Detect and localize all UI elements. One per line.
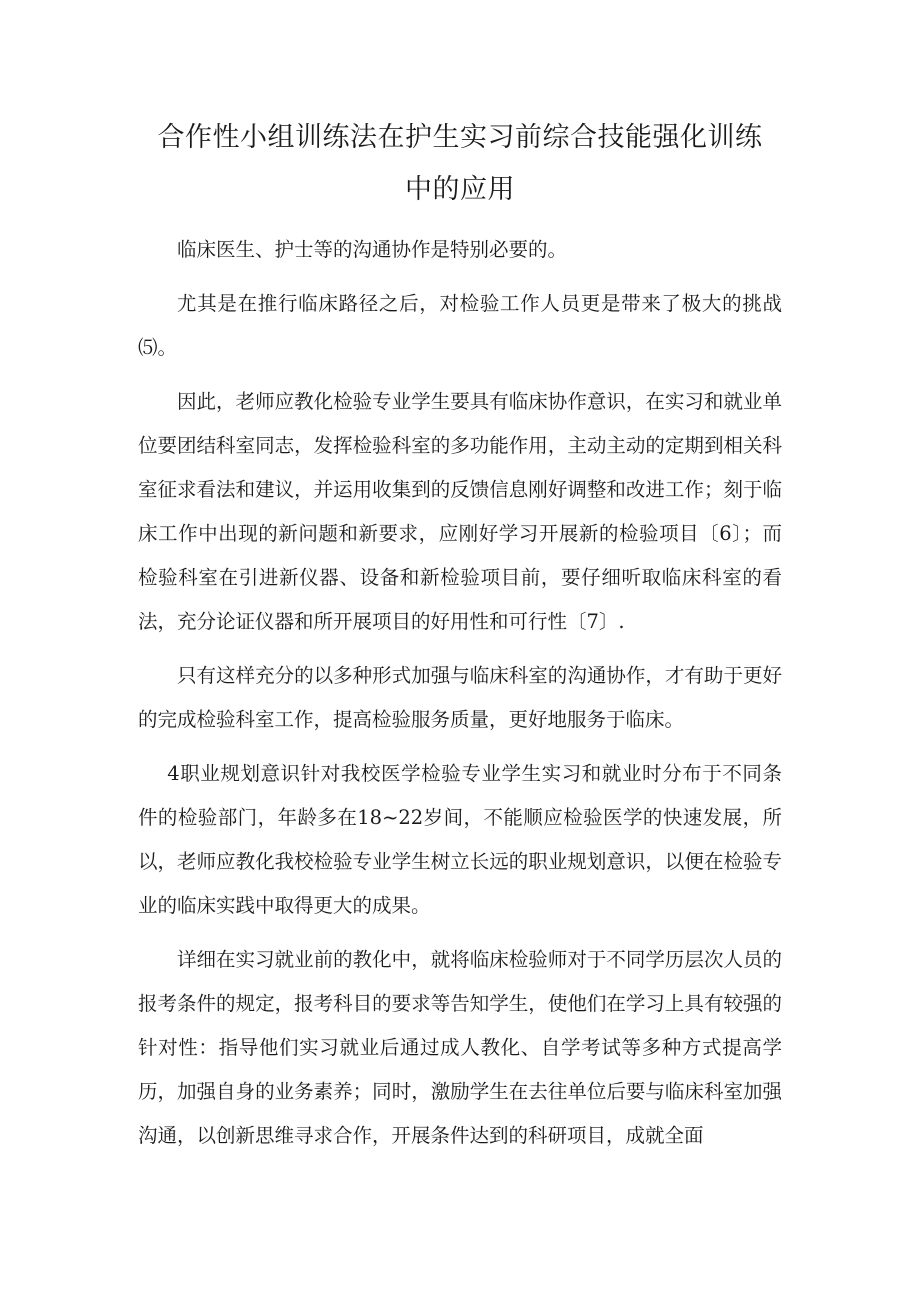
paragraph-1: 临床医生、护士等的沟通协作是特别必要的。 — [177, 238, 568, 261]
paragraph-4: 只有这样充分的以多种形式加强与临床科室的沟通协作，才有助于更好的完成检验科室工作，提高检验服务质量，更好地服务于临床。 — [138, 664, 782, 731]
title-line-2: 中的应用 — [405, 174, 515, 205]
paragraph-5-career-planning: 4职业规划意识针对我校医学检验专业学生实习和就业时分布于不同条件的检验部门，年龄多在18~22岁间，不能顺应检验医学的快速发展，所以，老师应教化我校检验专业学生树立长远的职业规划意识，以便在检验专业的临床实践中取得更大的成果。 — [138, 762, 782, 917]
title-line-1: 合作性小组训练法在护生实习前综合技能强化训练 — [157, 122, 763, 153]
document-title — [138, 112, 782, 216]
paragraph-2: 尤其是在推行临床路径之后，对检验工作人员更是带来了极大的挑战⑸。 — [138, 292, 782, 359]
paragraph-6: 详细在实习就业前的教化中，就将临床检验师对于不同学历层次人员的报考条件的规定，报考科目的要求等告知学生，使他们在学习上具有较强的针对性：指导他们实习就业后通过成人教化、自学考试等多种方式提高学历，加强自身的业务素养；同时，激励学生在去往单位后要与临床科室加强沟通，以创新思维寻求合作，开展条件达到的科研项目，成就全面 — [138, 948, 782, 1147]
paragraph-3: 因此，老师应教化检验专业学生要具有临床协作意识，在实习和就业单位要团结科室同志，发挥检验科室的多功能作用，主动主动的定期到相关科室征求看法和建议，并运用收集到的反馈信息刚好调整和改进工作；刻于临床工作中出现的新问题和新要求，应刚好学习开展新的检验项目〔6〕；而检验科室在引进新仪器、设备和新检验项目前，要仔细听取临床科室的看法，充分论证仪器和所开展项目的好用性和可行性〔7〕. — [138, 390, 782, 633]
